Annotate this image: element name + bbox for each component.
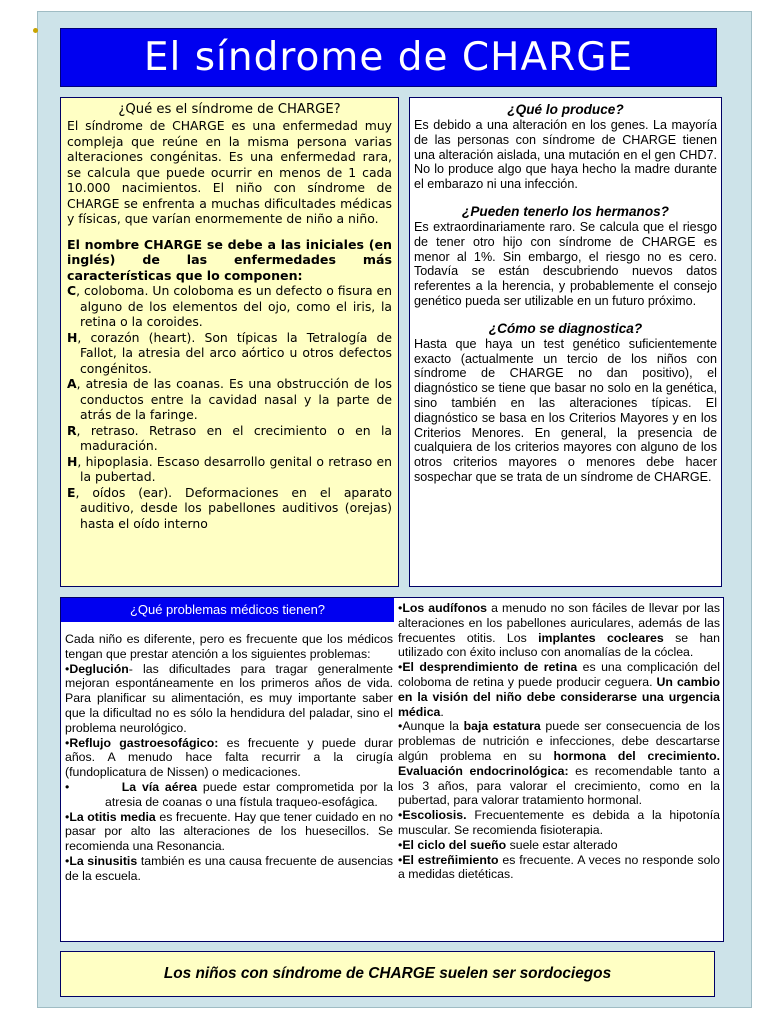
medical-left-column: [65, 632, 393, 884]
item-deglucion: • Deglución- las dificultades para tragar generalmente mejoran espontáneamente en los primeros años de vida. Para planificar su alimentación, es muy importante saber que la dificultad no es sólo la hendidura del paladar, sino el problema neurológico.: [65, 662, 393, 736]
criterion-h-heart: H, corazón (heart). Son típicas la Tetralogía de Fallot, la atresia del arco aórtico u otros defectos congénitos.: [67, 329, 392, 376]
what-heading: ¿Qué es el síndrome de CHARGE?: [118, 102, 341, 117]
medical-problems-box: [60, 597, 724, 942]
diagnosis-text: Hasta que haya un test genético suficientemente exacto (actualmente un tercio de los niños con síndrome de CHARGE no dan positivo), el diagnóstico se tiene que basar no solo en la genética, sino también en las alteraciones típicas. El diagnóstico se basa en los Criterios Mayores y en los Criterios Menores. En general, la presencia de cualquiera de los criterios mayores con alguno de los otros criterios mayores o menores debe hacer sospechar que se trata de un síndrome de CHARGE.: [414, 336, 717, 484]
medical-heading: ¿Qué problemas médicos tienen?: [61, 598, 394, 622]
siblings-heading: ¿Pueden tenerlo los hermanos?: [462, 203, 669, 219]
item-estrenimiento: • El estreñimiento es frecuente. A veces no responde solo a medidas dietéticas.: [398, 853, 720, 883]
bullet-dot: [33, 28, 38, 33]
what-intro: El síndrome de CHARGE es una enfermedad muy compleja que reúne en la misma persona varias alteraciones congénitas. Es una enfermedad rara, se calcula que puede ocurrir en menos de 1 cada 10.000 nacimientos. El niño con síndrome de CHARGE se enfrenta a muchas dificultades médicas y físicas, que varían enormemente de niño a niño.: [67, 118, 392, 226]
medical-intro: Cada niño es diferente, pero es frecuente que los médicos tengan que prestar atención a los siguientes problemas:: [65, 632, 393, 661]
criterion-h-hypoplasia: H, hipoplasia. Escaso desarrollo genital o retraso en la pubertad.: [67, 453, 392, 485]
item-estatura: • Aunque la baja estatura puede ser consecuencia de los problemas de nutrición e infecciones, debe descartarse algún problema en su hormona del crecimiento. Evaluación endocrinológica: es recomendable tanto a los 3 años, para valorar el crecimiento, como en la pubertad, para valorar tratamiento hormonal.: [398, 719, 720, 808]
diagnosis-heading: ¿Cómo se diagnostica?: [488, 320, 643, 336]
footer-statement: Los niños con síndrome de CHARGE suelen ser sordociegos: [60, 951, 715, 997]
acronym-intro: El nombre CHARGE se debe a las iniciales (en inglés) de las enfermedades más características que lo componen:: [67, 236, 392, 283]
item-via-aerea: • La vía aérea puede estar comprometida por la atresia de coanas o una fístula traqueo-esofágica.: [65, 780, 393, 810]
criterion-c: C, coloboma. Un coloboma es un defecto o fisura en alguno de los elementos del ojo, como el iris, la retina o la coroides.: [67, 283, 392, 330]
cause-text: Es debido a una alteración en los genes. La mayoría de las personas con síndrome de CHARGE tienen una alteración aislada, una mutación en el gen CHD7. No lo produce algo que haya hecho la madre durante el embarazo ni una infección.: [414, 118, 717, 192]
item-retina: • El desprendimiento de retina es una complicación del coloboma de retina y puede producir ceguera. Un cambio en la visión del niño debe considerarse una urgencia médica.: [398, 660, 720, 719]
item-reflujo: • Reflujo gastroesofágico: es frecuente y puede durar años. A menudo hace falta recurrir a la cirugía (fundoplicatura de Nissen) o medicaciones.: [65, 736, 393, 780]
criterion-r: R, retraso. Retraso en el crecimiento o en la maduración.: [67, 422, 392, 454]
cause-box: [409, 97, 722, 587]
item-audifonos: • Los audífonos a menudo no son fáciles de llevar por las alteraciones en los pabellones auriculares, además de las frecuentes otitis. Los implantes cocleares se han utilizado con éxito incluso con anomalías de la cóclea.: [398, 601, 720, 660]
cause-heading: ¿Qué lo produce?: [507, 102, 624, 117]
criterion-a: A, atresia de las coanas. Es una obstrucción de los conductos entre la cavidad nasal y la parte de atrás de la faringe.: [67, 376, 392, 423]
item-otitis: • La otitis media es frecuente. Hay que tener cuidado en no pasar por alto las alteraciones de los huesecillos. Se recomienda una Resonancia.: [65, 810, 393, 854]
what-is-charge-box: [60, 97, 399, 587]
page-title: El síndrome de CHARGE: [60, 28, 717, 87]
item-sueno: • El ciclo del sueño suele estar alterado: [398, 838, 720, 853]
criterion-e: E, oídos (ear). Deformaciones en el aparato auditivo, desde los pabellones auditivos (orejas) hasta el oído interno: [67, 484, 392, 531]
medical-right-column: [398, 601, 720, 882]
siblings-text: Es extraordinariamente raro. Se calcula que el riesgo de tener otro hijo con síndrome de CHARGE es menor al 1%. Sin embargo, el riesgo no es cero. Todavía se están descubriendo nuevos datos referentes a la herencia, y probablemente el consejo genético pueda ser utilizable en un futuro próximo.: [414, 219, 717, 308]
item-escoliosis: • Escoliosis. Frecuentemente es debida a la hipotonía muscular. Se recomienda fisioterapia.: [398, 808, 720, 838]
item-sinusitis: • La sinusitis también es una causa frecuente de ausencias de la escuela.: [65, 854, 393, 884]
